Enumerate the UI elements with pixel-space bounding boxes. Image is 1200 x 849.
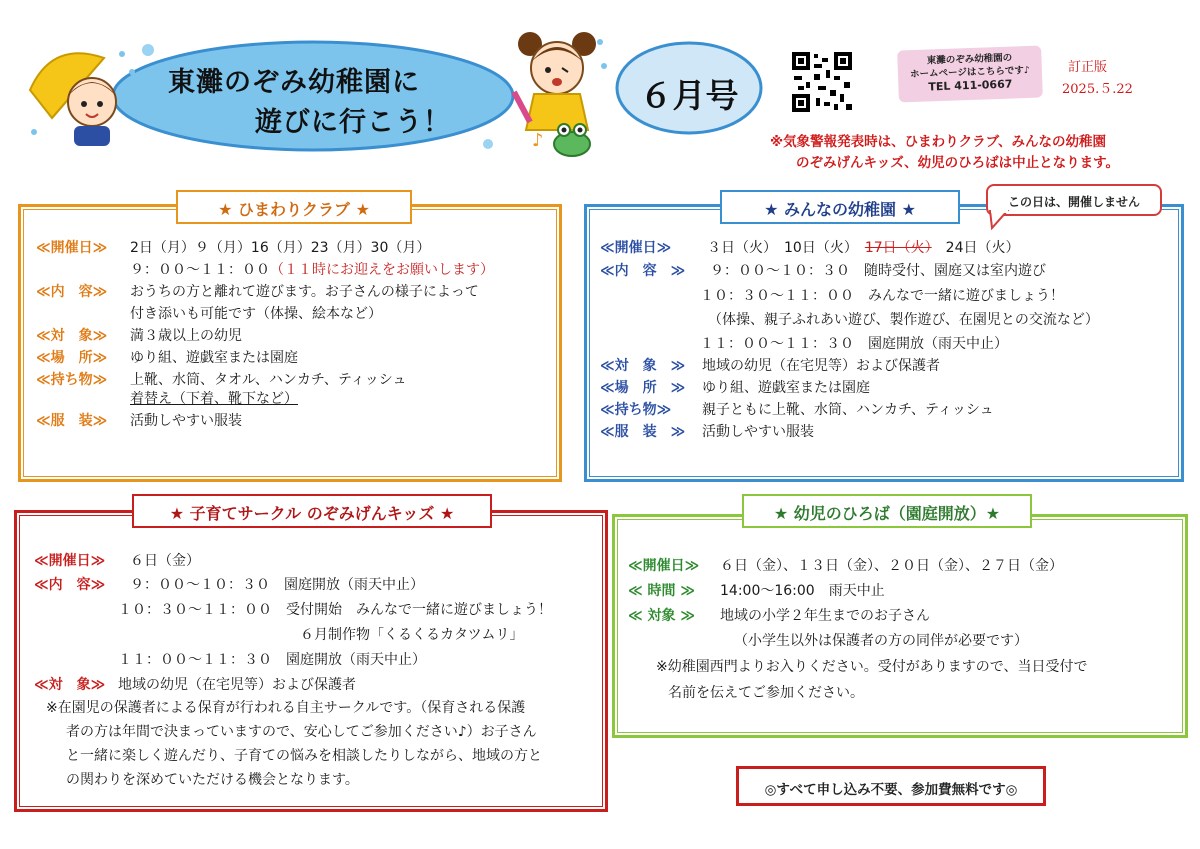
page-title-line-2: 遊びに行こう！ bbox=[255, 107, 451, 138]
minna-content-label: ≪内 容 ≫ bbox=[600, 263, 686, 279]
hiroba-time: 14:00～16:00 雨天中止 bbox=[720, 583, 885, 599]
hiroba-target: 地域の小学２年生までのお子さん bbox=[720, 608, 930, 624]
weather-warning-line-2: のぞみげんキッズ、幼児のひろばは中止となります。 bbox=[796, 155, 1120, 171]
kids-note-2: 者の方は年間で決まっていますので、安心してご参加ください♪）お子さん bbox=[66, 724, 537, 740]
revision-label: 訂正版 bbox=[1068, 60, 1108, 75]
minna-date-cancelled: 17日（火） bbox=[864, 240, 932, 256]
minna-content-2: １０：３０～１１：００ みんなで一緒に遊びましょう！ bbox=[700, 288, 1064, 304]
minna-place-label: ≪場 所 ≫ bbox=[600, 380, 686, 396]
himawari-items-2: 着替え（下着、靴下など） bbox=[130, 391, 298, 407]
kids-content-3: ６月制作物「くるくるカタツムリ」 bbox=[300, 627, 524, 643]
homepage-line-1: 東灘のぞみ幼稚園の bbox=[926, 52, 1013, 67]
minna-place: ゆり組、遊戯室または園庭 bbox=[702, 380, 870, 396]
himawari-time: ９：００～１１：００ bbox=[130, 262, 270, 278]
minna-content-1: ９：００～１０：３０ 随時受付、園庭又は室内遊び bbox=[710, 263, 1046, 279]
kids-date-label: ≪開催日≫ bbox=[34, 553, 106, 569]
minna-dress: 活動しやすい服装 bbox=[702, 424, 814, 440]
hiroba-section bbox=[612, 514, 1188, 738]
minna-content-4: １１：００～１１：３０ 園庭開放（雨天中止） bbox=[700, 336, 1008, 352]
minna-title: ★ みんなの幼稚園 ★ bbox=[720, 190, 960, 224]
weather-warning-line-1: ※気象警報発表時は、ひまわりクラブ、みんなの幼稚園 bbox=[770, 134, 1107, 150]
minna-content-3: （体操、親子ふれあい遊び、製作遊び、在園児との交流など） bbox=[708, 312, 1099, 328]
hiroba-target-note: （小学生以外は保護者の方の同伴が必要です） bbox=[734, 633, 1028, 649]
minna-date-1: ３日（火） bbox=[707, 240, 770, 256]
himawari-items-1: 上靴、水筒、タオル、ハンカチ、ティッシュ bbox=[130, 372, 407, 388]
cancel-callout: この日は、開催しません bbox=[986, 184, 1162, 216]
kids-content-1: ９：００～１０：３０ 園庭開放（雨天中止） bbox=[130, 577, 424, 593]
himawari-time-line bbox=[130, 259, 494, 279]
hiroba-note-2: 名前を伝えてご参加ください。 bbox=[668, 685, 864, 701]
girl-in-raincoat-icon bbox=[500, 22, 610, 132]
hiroba-note-1: ※幼稚園西門よりお入りください。受付がありますので、当日受付で bbox=[656, 659, 1088, 675]
kids-content-2: １０：３０～１１：００ 受付開始 みんなで一緒に遊びましょう！ bbox=[118, 602, 552, 618]
himawari-club-title: ★ ひまわりクラブ ★ bbox=[176, 190, 412, 224]
revision-date: 2025.５.22 bbox=[1062, 82, 1133, 97]
himawari-dress: 活動しやすい服装 bbox=[130, 413, 242, 429]
himawari-dress-label: ≪服 装≫ bbox=[36, 413, 108, 429]
himawari-place-label: ≪場 所≫ bbox=[36, 350, 108, 366]
issue-label: ６月号 bbox=[639, 76, 739, 115]
homepage-card[interactable] bbox=[897, 46, 1043, 103]
kids-date: ６日（金） bbox=[130, 553, 200, 569]
callout-tail bbox=[988, 210, 1012, 230]
page-title-line-1: 東灘のぞみ幼稚園に bbox=[168, 67, 420, 98]
himawari-items-label: ≪持ち物≫ bbox=[36, 372, 108, 388]
kids-content-label: ≪内 容≫ bbox=[34, 577, 106, 593]
himawari-target: 満３歳以上の幼児 bbox=[130, 328, 242, 344]
free-participation-notice: ◎すべて申し込み不要、参加費無料です◎ bbox=[736, 766, 1046, 806]
minna-date-label: ≪開催日≫ bbox=[600, 240, 672, 256]
himawari-target-label: ≪対 象≫ bbox=[36, 328, 108, 344]
kids-note-3: と一緒に楽しく遊んだり、子育ての悩みを相談したりしながら、地域の方と bbox=[66, 748, 542, 764]
minna-items: 親子ともに上靴、水筒、ハンカチ、ティッシュ bbox=[702, 402, 994, 418]
kids-note-1: ※在園児の保護者による保育が行われる自主サークルです。（保育される保護 bbox=[46, 700, 526, 716]
hiroba-title: ★ 幼児のひろば（園庭開放）★ bbox=[742, 494, 1032, 528]
minna-dress-label: ≪服 装 ≫ bbox=[600, 424, 686, 440]
kids-target: 地域の幼児（在宅児等）および保護者 bbox=[118, 677, 356, 693]
homepage-tel: TEL 411-0667 bbox=[928, 77, 1013, 94]
kids-note-4: の関わりを深めていただける機会となります。 bbox=[66, 772, 359, 788]
homepage-line-2: ホームページはこちらです♪ bbox=[909, 64, 1030, 81]
himawari-content-1: おうちの方と離れて遊びます。お子さんの様子によって bbox=[130, 284, 479, 300]
hiroba-time-label: ≪ 時間 ≫ bbox=[628, 583, 696, 599]
girl-with-umbrella-icon bbox=[22, 40, 142, 150]
music-note-icon: ♪ bbox=[532, 130, 544, 151]
himawari-place: ゆり組、遊戯室または園庭 bbox=[130, 350, 298, 366]
kids-target-label: ≪対 象≫ bbox=[34, 677, 106, 693]
hiroba-dates: ６日（金）、１３日（金）、２０日（金）、２７日（金） bbox=[720, 558, 1063, 574]
minna-dates-line bbox=[707, 237, 1019, 257]
kids-content-4: １１：００～１１：３０ 園庭開放（雨天中止） bbox=[118, 652, 426, 668]
minna-items-label: ≪持ち物≫ bbox=[600, 402, 672, 418]
minna-date-4: 24日（火） bbox=[945, 240, 1020, 256]
minna-date-2: 10日（火） bbox=[784, 240, 851, 256]
minna-target-label: ≪対 象 ≫ bbox=[600, 358, 686, 374]
himawari-content-label: ≪内 容≫ bbox=[36, 284, 108, 300]
minna-target: 地域の幼児（在宅児等）および保護者 bbox=[702, 358, 940, 374]
kids-title: ★ 子育てサークル のぞみげんキッズ ★ bbox=[132, 494, 492, 528]
himawari-dates: 2日（月）９（月）16（月）23（月）30（月） bbox=[130, 240, 431, 256]
himawari-content-2: 付き添いも可能です（体操、絵本など） bbox=[130, 306, 382, 322]
hiroba-date-label: ≪開催日≫ bbox=[628, 558, 700, 574]
hiroba-target-label: ≪ 対象 ≫ bbox=[628, 608, 696, 624]
qr-code-icon[interactable] bbox=[790, 50, 854, 114]
himawari-date-label: ≪開催日≫ bbox=[36, 240, 108, 256]
himawari-time-note: （１１時にお迎えをお願いします） bbox=[270, 262, 494, 278]
